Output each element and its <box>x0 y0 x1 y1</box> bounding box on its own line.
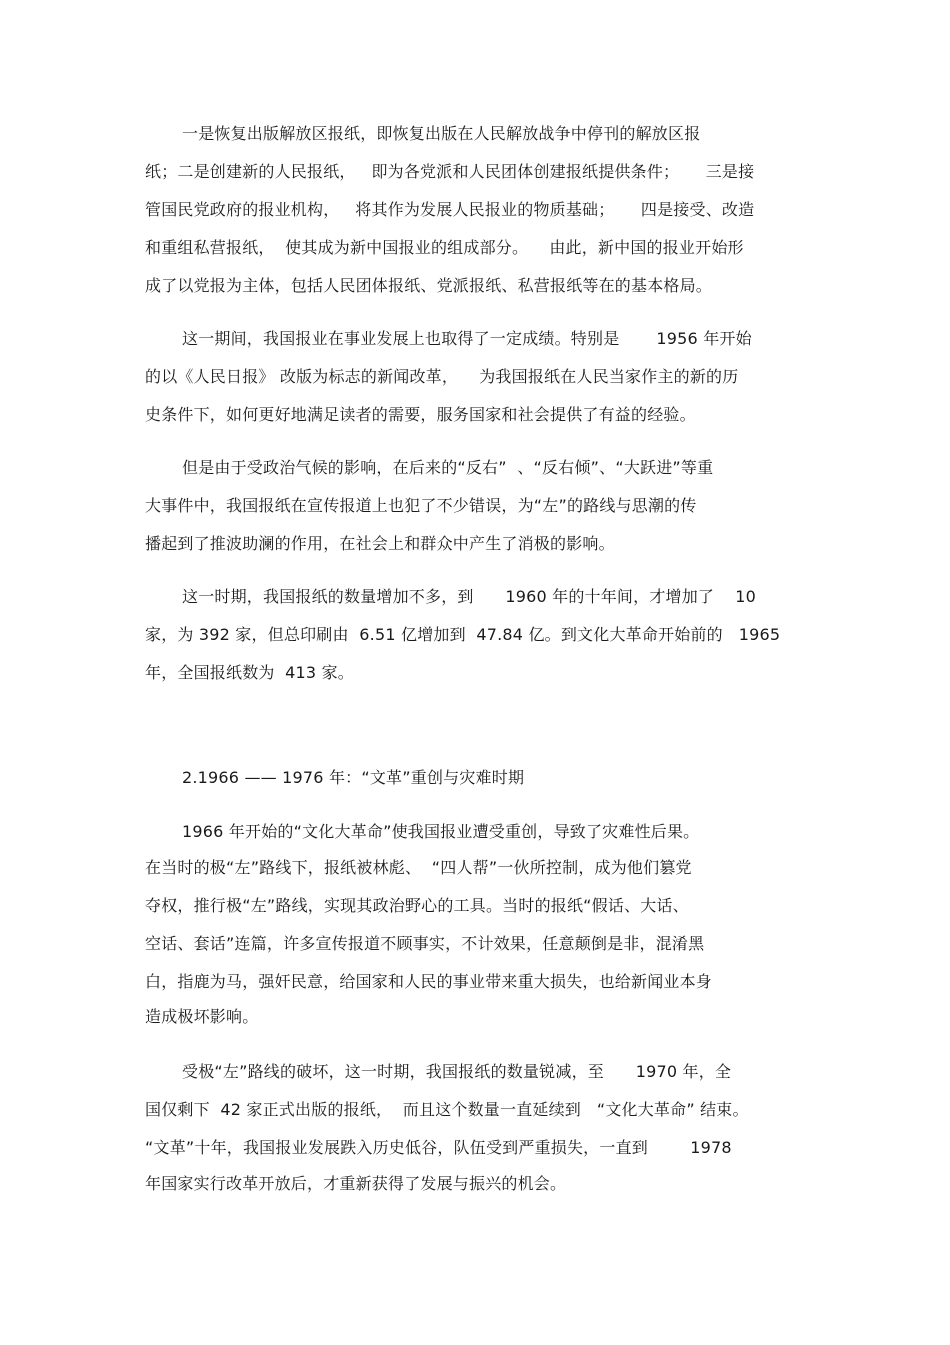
paragraph-5-line-1: 1966 年开始的“文化大革命”使我国报业遭受重创，导致了灾难性后果。 <box>182 822 700 841</box>
paragraph-6-line-4: 年国家实行改革开放后，才重新获得了发展与振兴的机会。 <box>145 1174 567 1193</box>
paragraph-5-line-5: 白，指鹿为马，强奸民意，给国家和人民的事业带来重大损失，也给新闻业本身 <box>145 972 713 991</box>
paragraph-2-line-3: 史条件下，如何更好地满足读者的需要，服务国家和社会提供了有益的经验。 <box>145 405 696 424</box>
section-heading: 2.1966 —— 1976 年：“文革”重创与灾难时期 <box>182 768 525 787</box>
paragraph-1-line-4: 和重组私营报纸， 使其成为新中国报业的组成部分。 由此，新中国的报业开始形 <box>145 238 744 257</box>
paragraph-1-line-3: 管国民党政府的报业机构， 将其作为发展人民报业的物质基础； 四是接受、改造 <box>145 200 755 219</box>
paragraph-4-line-2: 家，为 392 家，但总印刷由 6.51 亿增加到 47.84 亿。到文化大革命开始前的 1965 <box>145 625 781 644</box>
paragraph-5-line-4: 空话、套话”连篇，许多宣传报道不顾事实，不计效果，任意颠倒是非，混淆黑 <box>145 934 705 953</box>
paragraph-5-line-6: 造成极坏影响。 <box>145 1007 259 1026</box>
paragraph-4-line-3: 年，全国报纸数为 413 家。 <box>145 663 354 682</box>
paragraph-5-line-2: 在当时的极“左”路线下，报纸被林彪、 “四人帮”一伙所控制，成为他们篡党 <box>145 858 692 877</box>
paragraph-6-line-3: “文革”十年，我国报业发展跌入历史低谷，队伍受到严重损失，一直到 1978 <box>145 1138 732 1157</box>
paragraph-6-line-2: 国仅剩下 42 家正式出版的报纸， 而且这个数量一直延续到 “文化大革命” 结束。 <box>145 1100 749 1119</box>
paragraph-4-line-1: 这一时期，我国报纸的数量增加不多，到 1960 年的十年间，才增加了 10 <box>182 587 757 606</box>
paragraph-2-line-1: 这一期间，我国报业在事业发展上也取得了一定成绩。特别是 1956 年开始 <box>182 329 752 348</box>
paragraph-5-line-3: 夺权，推行极“左”路线，实现其政治野心的工具。当时的报纸“假话、大话、 <box>145 896 689 915</box>
paragraph-1-line-5: 成了以党报为主体，包括人民团体报纸、党派报纸、私营报纸等在的基本格局。 <box>145 276 713 295</box>
paragraph-3-line-1: 但是由于受政治气候的影响，在后来的“反右” 、“反右倾”、“大跃进”等重 <box>182 458 714 477</box>
paragraph-1-line-2: 纸；二是创建新的人民报纸， 即为各党派和人民团体创建报纸提供条件； 三是接 <box>145 162 755 181</box>
paragraph-1-line-1: 一是恢复出版解放区报纸，即恢复出版在人民解放战争中停刊的解放区报 <box>182 124 701 143</box>
paragraph-3-line-3: 播起到了推波助澜的作用，在社会上和群众中产生了消极的影响。 <box>145 534 615 553</box>
paragraph-2-line-2: 的以《人民日报》 改版为标志的新闻改革， 为我国报纸在人民当家作主的新的历 <box>145 367 739 386</box>
paragraph-6-line-1: 受极“左”路线的破坏，这一时期，我国报纸的数量锐减，至 1970 年，全 <box>182 1062 732 1081</box>
paragraph-3-line-2: 大事件中，我国报纸在宣传报道上也犯了不少错误，为“左”的路线与思潮的传 <box>145 496 697 515</box>
